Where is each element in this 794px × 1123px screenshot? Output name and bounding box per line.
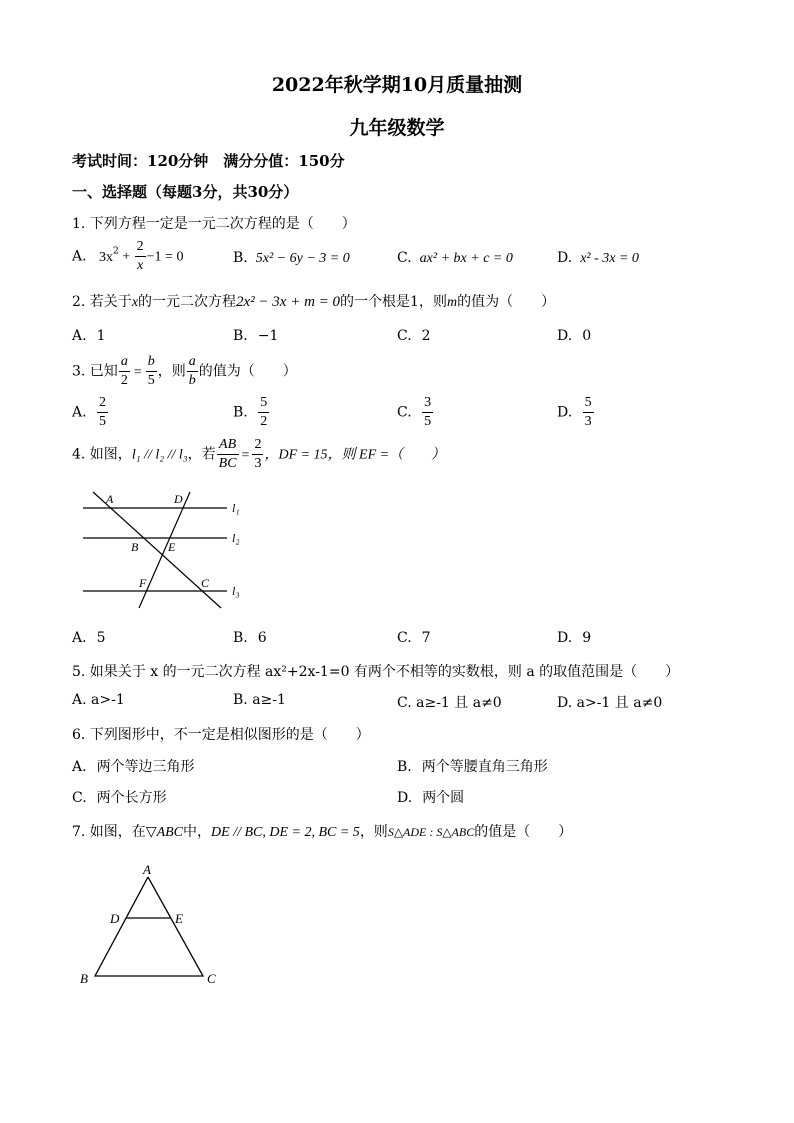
q4-option-c: C. 7 bbox=[397, 630, 431, 646]
q3-frac-ab: $\frac{a}{b}$ bbox=[188, 354, 196, 388]
exam-info: 考试时间：120分钟 满分分值：150分 bbox=[72, 152, 345, 170]
label-D: D bbox=[110, 911, 120, 926]
q1-option-d: D. x² - 3x = 0 bbox=[557, 250, 639, 266]
label-l2: l₂ bbox=[232, 531, 240, 545]
q1-option-c: C. ax² + bx + c = 0 bbox=[397, 250, 513, 266]
exam-title: 2022年秋学期10月质量抽测 bbox=[271, 74, 523, 96]
label-B: B bbox=[80, 971, 88, 986]
label-l3: l₃ bbox=[232, 584, 240, 598]
q5-option-d: D. a>-1 且 a≠0 bbox=[557, 695, 663, 711]
label-l1: l₁ bbox=[232, 501, 240, 515]
q2-option-a: A. 1 bbox=[72, 328, 106, 344]
q1-option-b: B. 5x² − 6y − 3 = 0 bbox=[233, 250, 350, 266]
q5-option-b: B. a≥-1 bbox=[233, 692, 286, 708]
q7-stem: 7. 如图，在▽ABC中，DE // BC, DE = 2, BC = 5，则S△ADE : S△ABC的值是（ ） bbox=[72, 824, 573, 840]
q6-option-d: D. 两个圆 bbox=[397, 790, 465, 806]
q6-option-a: A. 两个等边三角形 bbox=[72, 759, 195, 775]
label-D: D bbox=[174, 492, 183, 506]
q2-stem: 2. 若关于x的一元二次方程2x² − 3x + m = 0的一个根是1，则m的值为（ ） bbox=[72, 294, 556, 310]
q6-stem: 6. 下列图形中，不一定是相似图形的是（ ） bbox=[72, 727, 370, 743]
q3-option-d: D. $\frac{5}{3}$ bbox=[557, 395, 592, 429]
q3-option-c: C. $\frac{3}{5}$ bbox=[397, 395, 432, 429]
section-heading: 一、选择题（每题3分，共30分） bbox=[72, 183, 299, 201]
q4-stem: 4. 如图，l₁ // l₂ // l₃，若 $\frac{AB}{BC}$ = $\frac{2}{3}$ ，DF = 15，则 EF =（ ） bbox=[72, 437, 446, 471]
q5-option-c: C. a≥-1 且 a≠0 bbox=[397, 695, 502, 711]
q4-option-b: B. 6 bbox=[233, 630, 267, 646]
q2-option-d: D. 0 bbox=[557, 328, 592, 344]
q3-option-b: B. $\frac{5}{2}$ bbox=[233, 395, 268, 429]
q4-option-d: D. 9 bbox=[557, 630, 592, 646]
label-E: E bbox=[168, 540, 176, 554]
q5-option-a: A. a>-1 bbox=[72, 692, 125, 708]
q7-figure bbox=[75, 860, 225, 990]
q1-a-frac: $\frac{2}{x}$ bbox=[136, 239, 144, 273]
q1-stem: 1. 下列方程一定是一元二次方程的是（ ） bbox=[72, 216, 356, 232]
q6-option-b: B. 两个等腰直角三角形 bbox=[397, 759, 548, 775]
exam-subtitle: 九年级数学 bbox=[349, 117, 445, 139]
triangle-abc bbox=[95, 877, 203, 976]
label-F: F bbox=[139, 576, 147, 590]
q1-a-post: −1 = 0 bbox=[146, 249, 184, 265]
q3-stem: 3. 已知 $\frac{a}{2}$ = $\frac{b}{5}$ ，则 $\frac{a}{b}$ 的值为（ ） bbox=[72, 354, 297, 388]
q1-a-label: A. bbox=[72, 248, 87, 265]
q4-figure bbox=[75, 488, 255, 613]
label-A: A bbox=[106, 492, 114, 506]
q1-a-pre: 3x bbox=[99, 249, 114, 265]
q5-stem: 5. 如果关于 x 的一元二次方程 ax²+2x-1=0 有两个不相等的实数根，则 a 的取值范围是（ ） bbox=[72, 664, 680, 680]
q2-option-b: B. −1 bbox=[233, 328, 279, 344]
label-E: E bbox=[175, 911, 183, 926]
q3-frac-b5: $\frac{b}{5}$ bbox=[147, 354, 155, 388]
label-C: C bbox=[201, 576, 210, 590]
label-B: B bbox=[131, 540, 139, 554]
q6-option-c: C. 两个长方形 bbox=[72, 790, 167, 806]
q3-frac-a2: $\frac{a}{2}$ bbox=[120, 354, 128, 388]
q4-option-a: A. 5 bbox=[72, 630, 106, 646]
q2-option-c: C. 2 bbox=[397, 328, 431, 344]
label-C: C bbox=[207, 971, 216, 986]
q3-option-a: A. $\frac{2}{5}$ bbox=[72, 395, 107, 429]
label-A: A bbox=[143, 862, 151, 877]
q1-option-a: A. $3x^2$ + $\frac{2}{x}$ −1 = 0 bbox=[72, 239, 184, 273]
